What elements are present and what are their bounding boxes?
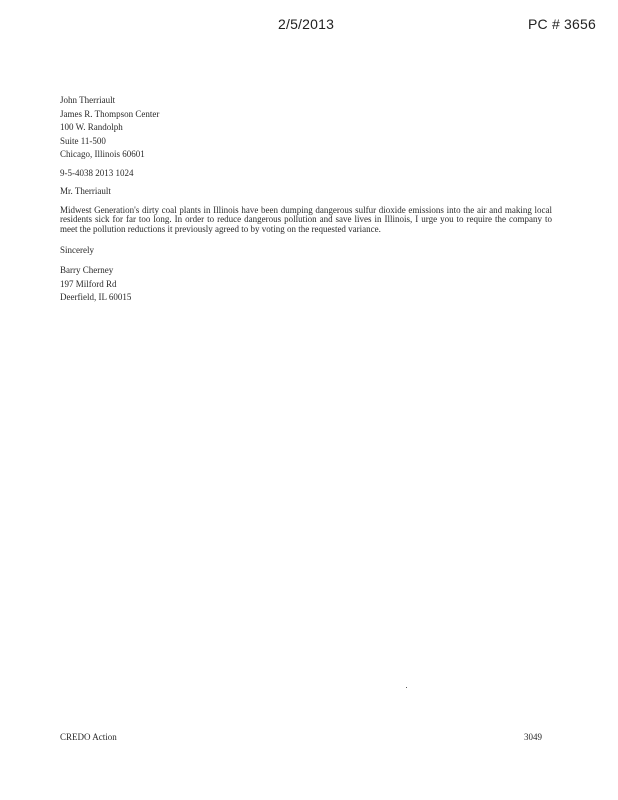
reference-line: 9-5-4038 2013 1024 — [60, 167, 134, 178]
salutation: Mr. Therriault — [60, 186, 111, 196]
recipient-city: Chicago, Illinois 60601 — [60, 149, 145, 159]
sender-city: Deerfield, IL 60015 — [60, 292, 132, 303]
letter-body — [60, 94, 552, 305]
footer-page-number: 3049 — [524, 732, 542, 742]
recipient-street: 100 W. Randolph — [60, 122, 123, 132]
sender-address — [60, 264, 552, 305]
letter-paragraph: Midwest Generation's dirty coal plants in Illinois have been dumping dangerous sulfur dioxide emissions into the air and making local residents sick for far too long. In order to reduce dangerous pollution and save lives in Illinois, I urge you to require the company to meet the pollution reductions it previously agreed to by voting on the requested variance. — [60, 204, 552, 235]
recipient-suite: Suite 11-500 — [60, 135, 106, 146]
recipient-building: James R. Thompson Center — [60, 108, 160, 119]
closing: Sincerely — [60, 244, 94, 255]
sender-name: Barry Cherney — [60, 265, 114, 276]
header-pc-number: PC # 3656 — [528, 16, 596, 32]
header-date: 2/5/2013 — [278, 16, 335, 32]
recipient-name: John Therriault — [60, 95, 116, 105]
sender-street: 197 Milford Rd — [60, 278, 117, 289]
recipient-address — [60, 94, 552, 162]
footer-organization: CREDO Action — [60, 732, 117, 742]
scan-speck — [406, 687, 407, 688]
